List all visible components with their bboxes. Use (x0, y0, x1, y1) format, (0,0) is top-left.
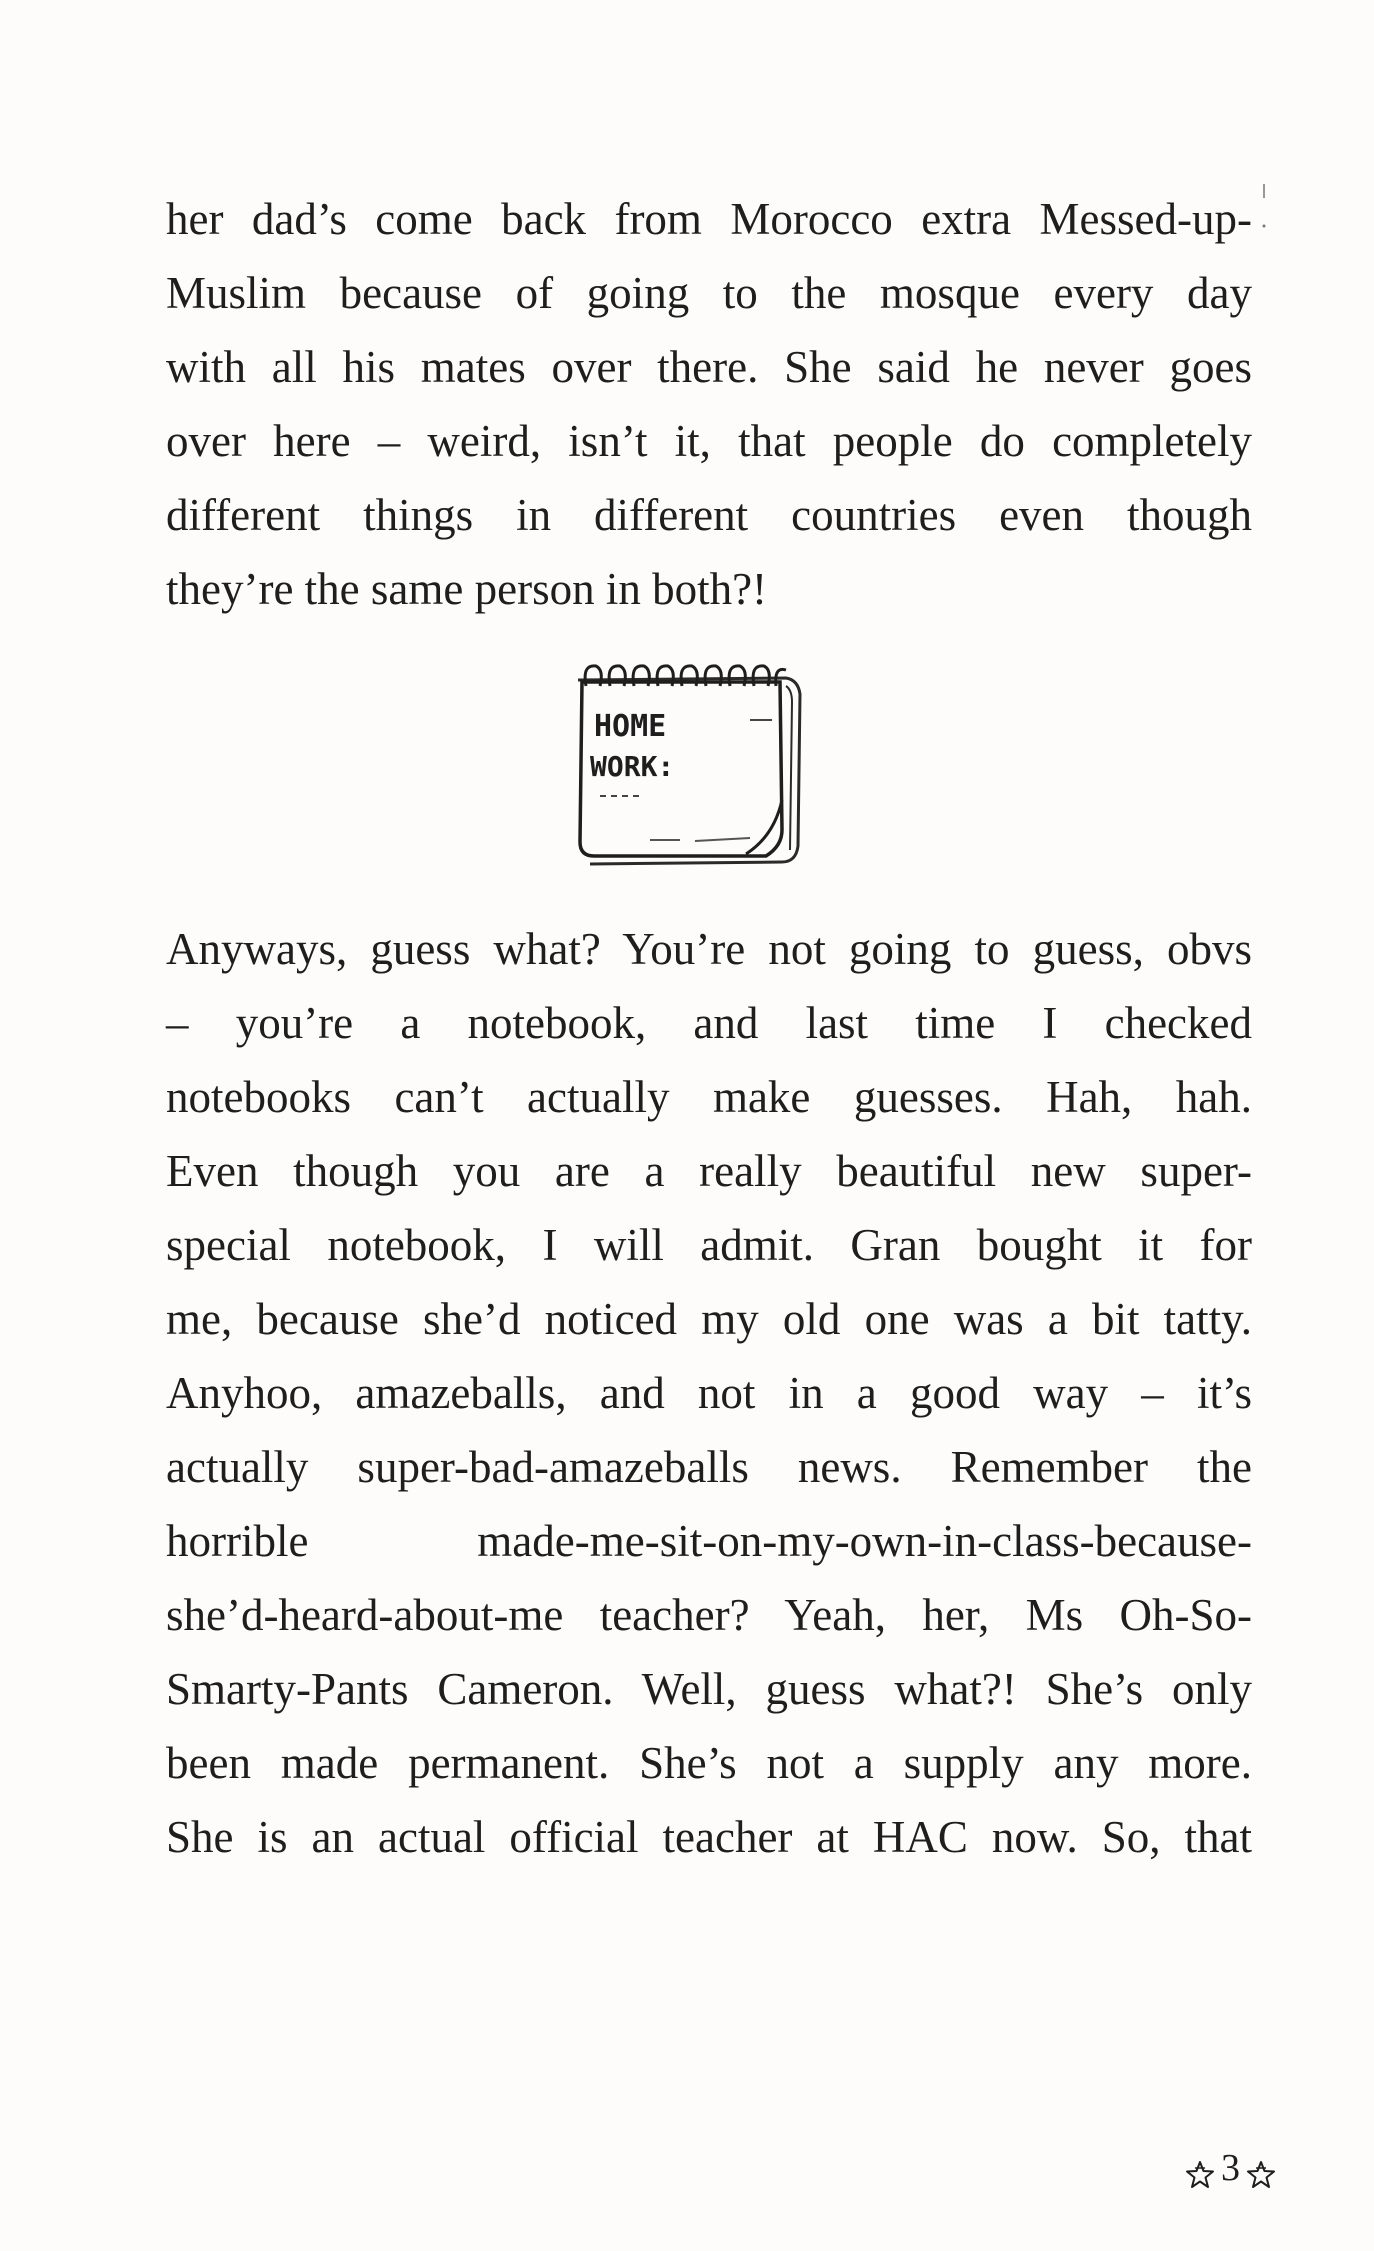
text-line: Even though you are a really beautiful new super- (166, 1146, 1252, 1196)
text-line: Muslim because of going to the mosque every day (166, 268, 1252, 318)
page-number: 3 (1221, 2147, 1240, 2190)
text-line: different things in different countries even though (166, 490, 1252, 540)
text-line: over here – weird, isn’t it, that people do completely (166, 416, 1252, 466)
text-line: Anyhoo, amazeballs, and not in a good way – it’s (166, 1368, 1252, 1418)
text-line: – you’re a notebook, and last time I checked (166, 998, 1252, 1048)
text-line: notebooks can’t actually make guesses. Hah, hah. (166, 1072, 1252, 1122)
text-line: Anyways, guess what? You’re not going to guess, obvs (166, 924, 1252, 974)
text-line: her dad’s come back from Morocco extra Messed-up- (166, 194, 1252, 244)
text-line: special notebook, I will admit. Gran bought it for (166, 1220, 1252, 1270)
scan-mark (1262, 184, 1266, 230)
notepad-label-line-1: HOME (594, 709, 667, 744)
text-line: She is an actual official teacher at HAC now. So, that (166, 1812, 1252, 1862)
star-icon (1185, 2153, 1215, 2183)
text-line: been made permanent. She’s not a supply any more. (166, 1738, 1252, 1788)
notepad-label-line-2: WORK: (590, 750, 675, 783)
text-line: actually super-bad-amazeballs news. Remember the (166, 1442, 1252, 1492)
text-line: horrible made-me-sit-on-my-own-in-class-because- (166, 1516, 1252, 1566)
page-number-footer (1185, 2140, 1276, 2190)
paragraph-1 (166, 182, 1252, 626)
star-icon (1246, 2153, 1276, 2183)
text-line: she’d-heard-about-me teacher? Yeah, her, Ms Oh-So- (166, 1590, 1252, 1640)
spiral-notepad-icon (560, 650, 820, 876)
text-line: with all his mates over there. She said he never goes (166, 342, 1252, 392)
text-line: me, because she’d noticed my old one was a bit tatty. (166, 1294, 1252, 1344)
paragraph-2 (166, 912, 1252, 1874)
text-line: they’re the same person in both?! (166, 564, 768, 614)
text-line: Smarty-Pants Cameron. Well, guess what?! She’s only (166, 1664, 1252, 1714)
